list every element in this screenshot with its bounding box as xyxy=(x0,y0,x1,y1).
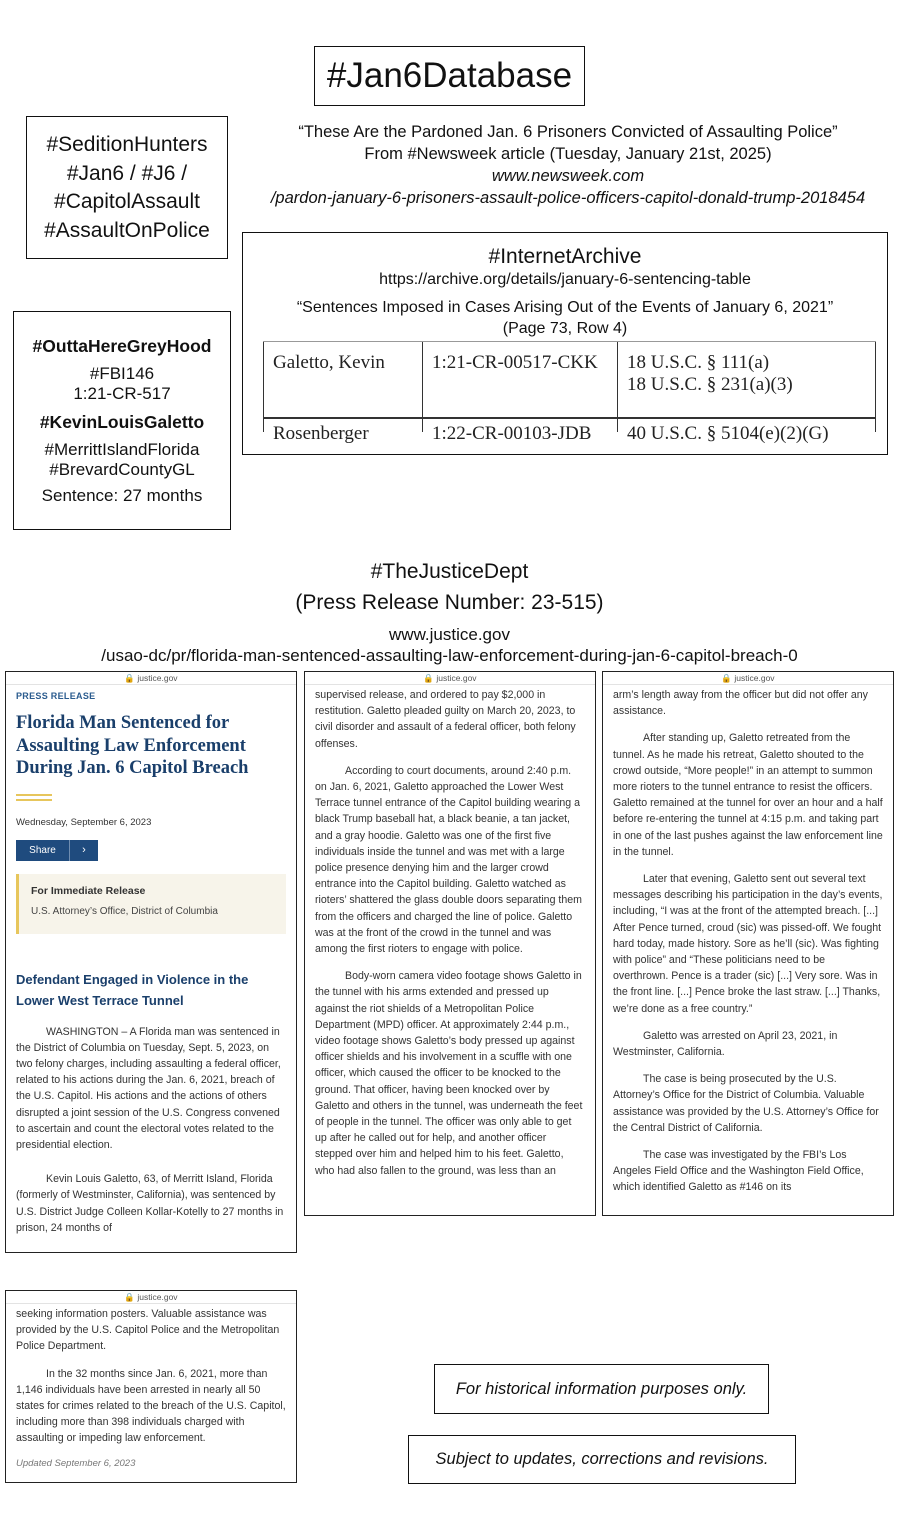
paragraph: Later that evening, Galetto sent out several text messages describing his participation in the day’s events, including, “I was at the front of the attempted breach. [...] After Pence turned, croud (sic) was pissed-off. We fought hard today, made history. Sore as he’ll (sic). Was fighting with police” and “These politicians need to be overthrown. Pence is a trader (sic) [...] Very sore. Was in the front line. [...] Pence broke the last straw. [...] Thanks, we’re done as a free country.” xyxy=(613,873,883,1015)
title-box xyxy=(314,46,585,106)
archive-box xyxy=(242,232,888,455)
paragraph: Galetto was arrested on April 23, 2021, in Westminster, California. xyxy=(613,1029,838,1059)
archive-heading: #InternetArchive xyxy=(488,245,642,268)
press-release-date: Wednesday, September 6, 2023 xyxy=(16,816,152,828)
updates-note xyxy=(408,1435,796,1484)
chevron-right-icon: › xyxy=(82,844,86,856)
hashtags-box xyxy=(26,116,228,259)
table-next-name-cell: Rosenberger xyxy=(273,423,369,444)
info-hashtag: #OuttaHereGreyHood xyxy=(32,336,212,356)
url-label: justice.gov xyxy=(137,1292,178,1302)
doj-release-number: (Press Release Number: 23-515) xyxy=(295,591,604,614)
press-release-screenshot-2 xyxy=(304,671,596,1216)
doj-heading: #TheJusticeDept xyxy=(370,560,529,583)
paragraph: supervised release, and ordered to pay $2,000 in restitution. Galetto pleaded guilty on March 20, 2023, to civil disorder and assault of a federal officer, both felony offenses. xyxy=(315,689,576,750)
archive-doc-title: “Sentences Imposed in Cases Arising Out of the Events of January 6, 2021” xyxy=(296,299,834,316)
hashtag: #CapitolAssault xyxy=(54,190,200,213)
sentencing-table-crop xyxy=(263,341,876,444)
lock-icon: 🔒 xyxy=(124,673,136,683)
paragraph: seeking information posters. Valuable assistance was provided by the U.S. Capitol Police and the Metropolitan Police Department. xyxy=(16,1308,280,1353)
paragraph: After standing up, Galetto retreated from the tunnel. As he made his retreat, Galetto shouted to the crowd outside, “More people!” in an attempt to summon more rioters to the tunnel entrance to resist the officers. Galetto remained at the tunnel for over an hour and a half before re-entering the tunnel at 4:15 p.m. and taking part in one of the last pushes against the law enforcement line in the tunnel. xyxy=(613,732,883,858)
paragraph: arm’s length away from the officer but did not offer any assistance. xyxy=(613,689,868,718)
release-heading: For Immediate Release xyxy=(31,884,146,897)
paragraph: The case was investigated by the FBI’s Los Angeles Field Office and the Washington Field Office, which identified Galetto as #146 on its xyxy=(613,1149,864,1194)
newsweek-source: From #Newsweek article (Tuesday, January 21st, 2025) xyxy=(364,145,772,163)
table-statute-cell: 18 U.S.C. § 231(a)(3) xyxy=(627,374,793,395)
info-defendant-name: #KevinLouisGaletto xyxy=(39,412,205,432)
lock-icon: 🔒 xyxy=(721,673,733,683)
press-release-label: PRESS RELEASE xyxy=(16,691,96,701)
paragraph: In the 32 months since Jan. 6, 2021, more than 1,146 individuals have been arrested in nearly all 50 states for crimes related to the breach of the U.S. Capitol, including more than 398 individuals charged with assaulting or impeding law enforcement. xyxy=(16,1367,286,1445)
immediate-release-callout xyxy=(16,874,286,934)
share-label: Share xyxy=(16,840,70,861)
release-office: U.S. Attorney’s Office, District of Columbia xyxy=(31,905,218,917)
press-release-screenshot-4 xyxy=(5,1290,297,1483)
historical-note xyxy=(434,1364,769,1414)
newsweek-reference xyxy=(240,121,896,209)
table-case-cell: 1:21-CR-00517-CKK xyxy=(432,352,598,373)
updated-date: Updated September 6, 2023 xyxy=(16,1457,136,1469)
defendant-info-box xyxy=(13,311,231,530)
press-release-subheading: Defendant Engaged in Violence in the Lower West Terrace Tunnel xyxy=(16,971,249,1008)
archive-url: https://archive.org/details/january-6-sentencing-table xyxy=(379,271,751,288)
paragraph: The case is being prosecuted by the U.S. Attorney’s Office for the District of Columbia. Valuable assistance was provided by the U.S. Attorney’s Office for the Central District of California. xyxy=(613,1073,879,1134)
table-next-case-cell: 1:22-CR-00103-JDB xyxy=(432,423,592,444)
url-label: justice.gov xyxy=(436,673,477,683)
paragraph: According to court documents, around 2:40 p.m. on Jan. 6, 2021, Galetto approached the Lower West Terrace tunnel entrance of the Capitol building wearing a black Trump baseball hat, a black beanie, a tan jacket, and a gray hoodie. Galetto was one of the first five individuals inside the tunnel and was met with a large police presence denying him and the larger crowd entrance into the Capitol building. Galetto watched as rioters’ shattered the glass double doors separating them from the officers and charged the line of police. Galetto was at the front of the crowd in the tunnel and was among the first rioters to engage with police. xyxy=(315,764,582,956)
title-underline-decoration xyxy=(16,794,52,801)
newsweek-path: /pardon-january-6-prisoners-assault-police-officers-capitol-donald-trump-2018454 xyxy=(270,189,866,207)
newsweek-domain: www.newsweek.com xyxy=(491,167,645,185)
press-release-screenshot-1 xyxy=(5,671,297,1253)
url-label: justice.gov xyxy=(734,673,775,683)
archive-location: (Page 73, Row 4) xyxy=(502,320,628,337)
doj-domain: www.justice.gov xyxy=(389,625,510,644)
paragraph: Kevin Louis Galetto, 63, of Merritt Island, Florida (formerly of Westminster, California), was sentenced by U.S. District Judge Colleen Kollar-Kotelly to 27 months in prison, 24 months of xyxy=(16,1173,284,1234)
table-next-statute-cell: 40 U.S.C. § 5104(e)(2)(G) xyxy=(627,423,829,444)
doj-path: /usao-dc/pr/florida-man-sentenced-assaulting-law-enforcement-during-jan-6-capitol-breach-0 xyxy=(101,646,798,665)
info-location: #BrevardCountyGL xyxy=(49,460,195,479)
browser-url-bar xyxy=(603,672,893,685)
doj-reference xyxy=(0,556,899,666)
paragraph: WASHINGTON – A Florida man was sentenced in the District of Columbia on Tuesday, Sept. 5, 2023, on two felony charges, including assaulting a federal officer, related to his actions during the Jan. 6, 2021, breach of the U.S. Capitol. His actions and the actions of others disrupted a joint session of the U.S. Congress convened to ascertain and count the electoral votes related to the presidential election. xyxy=(16,1025,281,1151)
browser-url-bar xyxy=(6,1291,296,1304)
newsweek-headline: “These Are the Pardoned Jan. 6 Prisoners Convicted of Assaulting Police” xyxy=(298,123,838,141)
browser-url-bar xyxy=(305,672,595,685)
lock-icon: 🔒 xyxy=(423,673,435,683)
info-fbi-number: #FBI146 xyxy=(89,364,155,383)
share-button[interactable] xyxy=(16,840,98,861)
page-title: #Jan6Database xyxy=(326,56,573,95)
browser-url-bar xyxy=(6,672,296,685)
hashtag: #AssaultOnPolice xyxy=(44,218,210,242)
info-sentence: Sentence: 27 months xyxy=(41,486,203,505)
updates-note-text: Subject to updates, corrections and revisions. xyxy=(435,1450,769,1468)
info-case-number: 1:21-CR-517 xyxy=(73,384,171,403)
hashtag: #SeditionHunters xyxy=(46,133,208,156)
press-release-title: Florida Man Sentenced for Assaulting Law Enforcement During Jan. 6 Capitol Breach xyxy=(16,713,249,778)
press-release-screenshot-3 xyxy=(602,671,894,1216)
paragraph: Body-worn camera video footage shows Galetto in the tunnel with his arms extended and pressed up against the riot shields of a Metropolitan Police Department (MPD) officer. At approximately 2:44 p.m., video footage shows Galetto’s body pressed up against officer shields and his involvement in a scuffle with one officer, which caused the officer to be knocked to the ground. That officer, having been knocked over by Galetto and others in the tunnel, was underneath the feet of people in the tunnel. The officer was only able to get up after he called out for help, and another officer stepped over him and helped him to his feet. Galetto, who had also fallen to the ground, was less than an xyxy=(315,970,583,1177)
table-name-cell: Galetto, Kevin xyxy=(273,352,385,373)
lock-icon: 🔒 xyxy=(124,1292,136,1302)
url-label: justice.gov xyxy=(137,673,178,683)
table-statute-cell: 18 U.S.C. § 111(a) xyxy=(627,352,770,373)
historical-note-text: For historical information purposes only. xyxy=(455,1379,748,1398)
hashtag: #Jan6 / #J6 / xyxy=(66,161,188,185)
info-location: #MerrittIslandFlorida xyxy=(44,440,200,459)
